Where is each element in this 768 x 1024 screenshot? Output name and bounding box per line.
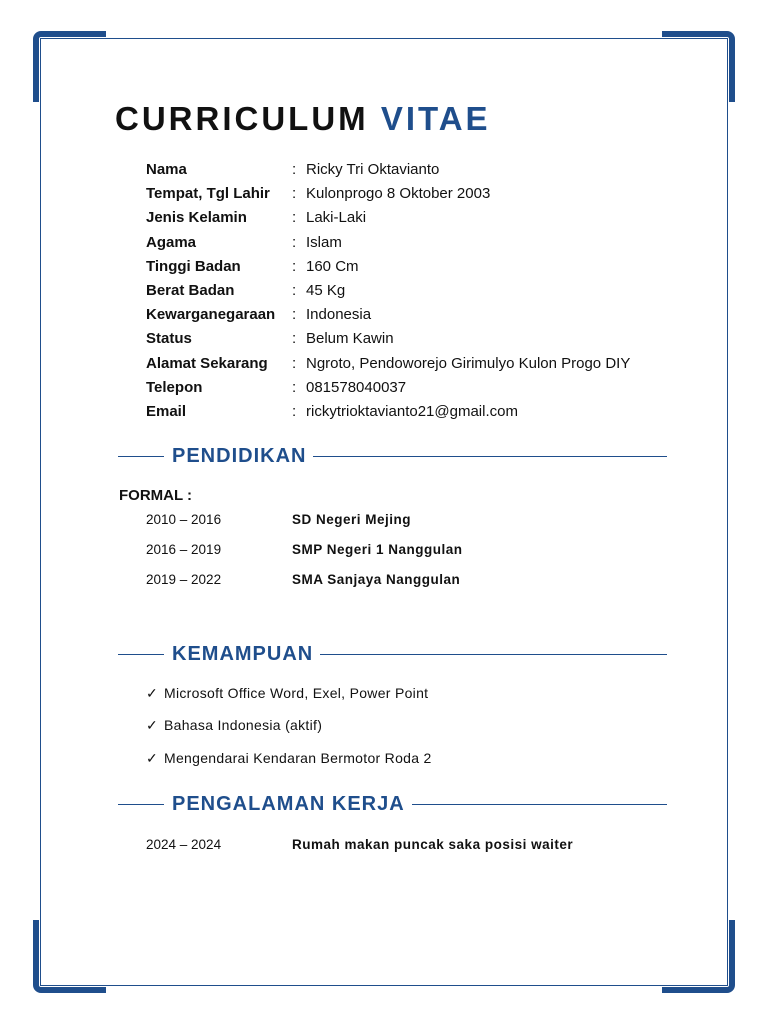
info-colon: :	[292, 281, 297, 299]
info-colon: :	[292, 306, 297, 324]
info-label: Nama	[146, 161, 187, 178]
border-gap-bottom	[106, 985, 662, 995]
info-label: Agama	[146, 233, 197, 251]
info-label: Jenis Kelamin	[146, 209, 247, 227]
info-label: Tinggi Badan	[146, 257, 241, 275]
experience-years: 2024 – 2024	[146, 837, 222, 852]
info-value: Indonesia	[306, 306, 372, 324]
info-label: Email	[146, 402, 187, 420]
info-colon: :	[292, 233, 297, 251]
education-school: SMA Sanjaya Nanggulan	[292, 572, 461, 587]
skill-item	[146, 685, 428, 702]
section-rule-right	[313, 456, 667, 457]
formal-label: FORMAL :	[119, 487, 193, 504]
section-rule-left	[118, 456, 164, 457]
info-value: 45 Kg	[306, 281, 346, 299]
section-rule-left	[118, 654, 164, 655]
education-years: 2016 – 2019	[146, 542, 222, 557]
section-rule-right	[320, 654, 667, 655]
section-pengalaman-kerja	[118, 791, 667, 817]
page-title	[115, 100, 491, 138]
section-rule-right	[412, 804, 667, 805]
title-word-vitae: VITAE	[380, 100, 491, 137]
info-label: Status	[146, 330, 192, 348]
info-value: Belum Kawin	[306, 330, 394, 348]
skill-text: Bahasa Indonesia (aktif)	[164, 717, 323, 733]
info-label: Tempat, Tgl Lahir	[146, 185, 270, 203]
info-colon: :	[292, 354, 297, 372]
info-value: Ricky Tri Oktavianto	[306, 161, 440, 178]
section-heading: KEMAMPUAN	[172, 643, 314, 665]
section-pendidikan	[118, 443, 667, 469]
info-colon: :	[292, 161, 297, 178]
skill-text: Mengendarai Kendaran Bermotor Roda 2	[164, 750, 432, 766]
section-rule-left	[118, 804, 164, 805]
skill-item	[146, 750, 432, 767]
info-label: Berat Badan	[146, 281, 235, 299]
info-colon: :	[292, 402, 297, 420]
section-kemampuan	[118, 641, 667, 667]
education-school: SMP Negeri 1 Nanggulan	[292, 542, 463, 557]
info-label: Kewarganegaraan	[146, 306, 276, 324]
info-value: 081578040037	[306, 378, 407, 396]
info-value: Islam	[306, 233, 342, 251]
education-school: SD Negeri Mejing	[292, 512, 412, 527]
skill-item	[146, 717, 322, 734]
check-icon: ✓	[146, 717, 159, 733]
education-years: 2019 – 2022	[146, 572, 222, 587]
info-colon: :	[292, 209, 297, 227]
title-word-curriculum: CURRICULUM	[115, 100, 369, 137]
section-heading: PENDIDIKAN	[172, 445, 307, 467]
info-colon: :	[292, 378, 297, 396]
info-value: Laki-Laki	[306, 209, 367, 227]
experience-place: Rumah makan puncak saka posisi waiter	[292, 837, 574, 852]
check-icon: ✓	[146, 685, 159, 701]
section-heading: PENGALAMAN KERJA	[172, 793, 405, 815]
info-value: 160 Cm	[306, 257, 359, 275]
skill-text: Microsoft Office Word, Exel, Power Point	[164, 685, 429, 701]
info-value: rickytrioktavianto21@gmail.com	[306, 402, 518, 420]
info-colon: :	[292, 185, 297, 203]
info-colon: :	[292, 257, 297, 275]
border-gap-right	[727, 102, 737, 920]
info-colon: :	[292, 330, 297, 348]
education-years: 2010 – 2016	[146, 512, 222, 527]
check-icon: ✓	[146, 750, 159, 766]
info-value: Kulonprogo 8 Oktober 2003	[306, 185, 491, 203]
info-label: Alamat Sekarang	[146, 354, 268, 372]
info-value: Ngroto, Pendoworejo Girimulyo Kulon Progo DIY	[306, 354, 631, 372]
info-label: Telepon	[146, 378, 203, 396]
